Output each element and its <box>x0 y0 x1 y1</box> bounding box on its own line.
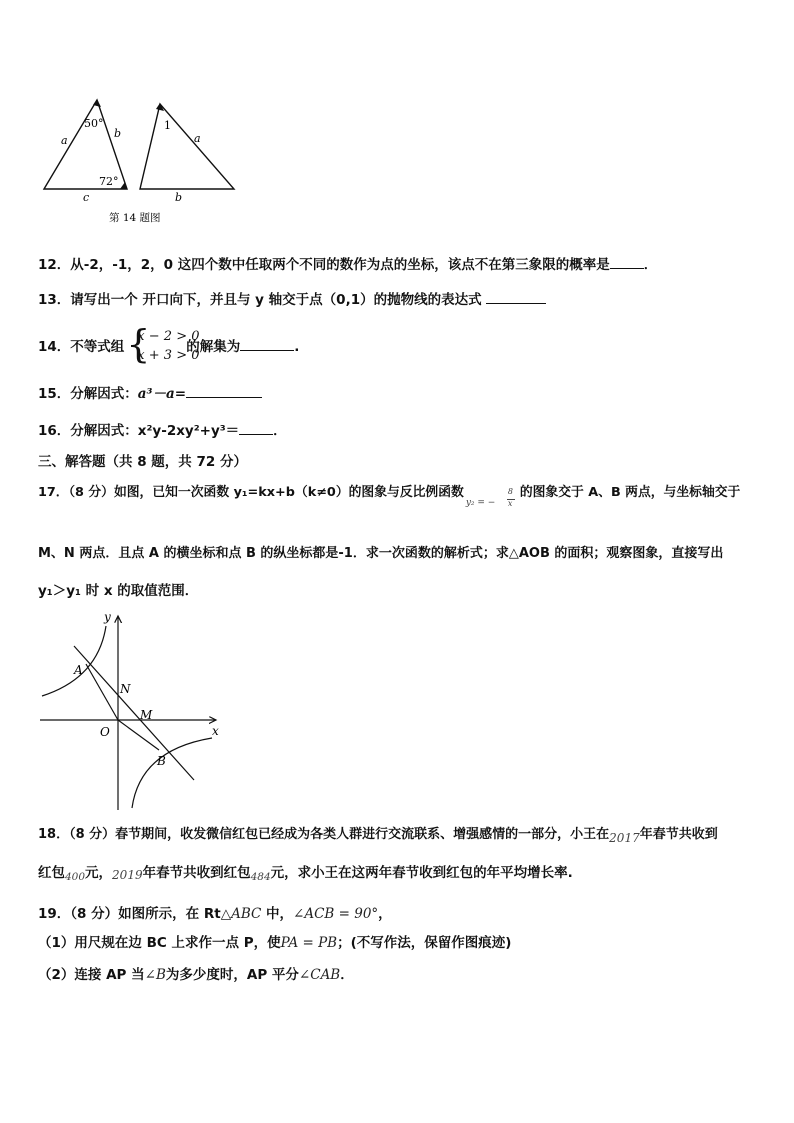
section-3-heading: 三、解答题（共 8 题，共 72 分） <box>38 454 247 470</box>
angle-1-label: 1 <box>164 119 171 132</box>
hyperbola-branch-upper-left <box>42 626 106 696</box>
side-b-label-left: b <box>114 127 122 140</box>
q18-year1: 2017 <box>609 831 640 845</box>
side-c-label-left: c <box>83 191 90 204</box>
q17-line1: 17．（8 分）如图，已知一次函数 y₁=kx+b（k≠0）的图象与反比例函数 <box>38 485 464 500</box>
question-17-line-3: y₁＞y₁ 时 x 的取值范围． <box>38 583 199 599</box>
angle-72-label: 72° <box>99 175 119 188</box>
q18-amount2: 484 <box>250 871 271 883</box>
q18-part6: 元，求小王在这两年春节收到红包的年平均增长率. <box>270 865 573 881</box>
q18-part5: 年春节共收到红包 <box>142 865 251 881</box>
question-18-line-1 <box>38 825 718 844</box>
question-12 <box>38 256 657 274</box>
q17-graph <box>36 604 226 812</box>
q17-formula-text: y₂ = − <box>465 498 496 508</box>
q17-formula <box>464 480 520 508</box>
q13-text: 13．请写出一个 开口向下，并且与 y 轴交于点（0,1）的抛物线的表达式 <box>38 292 482 308</box>
side-a-label-left: a <box>61 134 68 147</box>
q12-suffix: ． <box>643 257 658 273</box>
question-16 <box>38 422 287 440</box>
q19-sub1-equation: PA = PB <box>280 935 338 951</box>
question-14 <box>38 322 300 367</box>
q16-expression: x²y-2xy²+y³＝ <box>137 423 240 439</box>
q19-sub2-angle2: ∠CAB <box>298 967 341 983</box>
q19-mid: 中， <box>261 906 294 922</box>
point-B-label: B <box>157 754 166 768</box>
question-19-line-1 <box>38 905 392 923</box>
left-triangle-corner-mark <box>120 182 127 189</box>
triangles-figure <box>36 92 246 232</box>
q19-end: ， <box>378 906 392 922</box>
q15-prefix: 15．分解因式： <box>38 386 138 402</box>
question-19-part-1 <box>38 934 511 952</box>
figure-caption: 第 14 题图 <box>109 212 161 224</box>
side-a-label-right: a <box>194 132 201 145</box>
x-axis-label: x <box>212 724 219 738</box>
q17-frac-bottom: x <box>507 499 513 508</box>
q18-part1: 18．（8 分）春节期间，收发微信红包已经成为各类人群进行交流联系、增强感情的一部分，小王在 <box>38 827 610 842</box>
q19-angle: ∠ACB = 90° <box>293 906 379 922</box>
inequality-2: x + 3 > 0 <box>137 348 200 363</box>
inequality-1: x − 2 > 0 <box>137 329 200 344</box>
y-axis-label: y <box>104 610 111 624</box>
q18-year2: 2019 <box>112 868 143 882</box>
question-19-part-2 <box>38 966 354 984</box>
inequality-system <box>126 322 200 367</box>
question-15 <box>38 385 262 403</box>
q16-answer-blank <box>239 422 273 435</box>
q13-answer-blank <box>486 291 546 304</box>
segment-OA <box>86 664 118 720</box>
q14-suffix: . <box>294 339 300 355</box>
q18-part3: 红包 <box>38 865 65 881</box>
brace-icon: { <box>126 322 151 366</box>
q18-part4: 元， <box>85 865 113 881</box>
right-triangle <box>140 104 234 189</box>
q19-sub2-angle: ∠B <box>144 967 166 983</box>
q17-frac-top: 8 <box>507 487 513 496</box>
q19-sub2-mid: 为多少度时，AP 平分 <box>165 967 299 983</box>
question-17-line-2: M、N 两点．且点 A 的横坐标和点 B 的纵坐标都是-1．求一次函数的解析式；求△AOB 的面积；观察图象，直接写出 <box>38 546 724 561</box>
line-y1 <box>74 646 194 780</box>
question-17-line-1 <box>38 480 741 508</box>
q15-expression: a³－a= <box>137 386 187 402</box>
question-13 <box>38 291 546 309</box>
segment-OB <box>118 720 159 750</box>
q19-sub2-prefix: （2）连接 AP 当 <box>38 967 145 983</box>
q19-sub1-prefix: （1）用尺规在边 BC 上求作一点 P，使 <box>38 935 281 951</box>
point-A-label: A <box>74 663 83 677</box>
q18-amount1: 400 <box>65 871 86 883</box>
q19-prefix: 19．（8 分）如图所示，在 Rt <box>38 906 221 922</box>
q16-prefix: 16．分解因式： <box>38 423 138 439</box>
angle-50-label: 50° <box>84 117 104 130</box>
point-N-label: N <box>120 682 131 696</box>
q12-text: 12．从-2，-1，2，0 这四个数中任取两个不同的数作为点的坐标，该点不在第三象限的概率是 <box>38 257 610 273</box>
origin-label: O <box>100 725 110 739</box>
point-M-label: M <box>140 708 153 722</box>
q14-answer-blank <box>240 338 294 351</box>
question-18-line-2 <box>38 864 573 883</box>
q19-sub1-end: ；(不写作法，保留作图痕迹) <box>337 935 512 951</box>
hyperbola-branch-lower-right <box>132 738 212 808</box>
q16-suffix: ． <box>273 423 287 439</box>
q19-triangle: △ABC <box>220 906 262 922</box>
q17-line1-end: 的图象交于 A、B 两点，与坐标轴交于 <box>519 485 741 500</box>
q15-answer-blank <box>186 385 262 398</box>
q18-part2: 年春节共收到 <box>639 827 718 842</box>
side-b-label-right: b <box>175 191 183 204</box>
q14-prefix: 14．不等式组 <box>38 339 125 355</box>
q14-middle: 的解集为 <box>186 339 241 355</box>
q19-sub2-end: ． <box>340 967 354 983</box>
q12-answer-blank <box>610 256 644 269</box>
